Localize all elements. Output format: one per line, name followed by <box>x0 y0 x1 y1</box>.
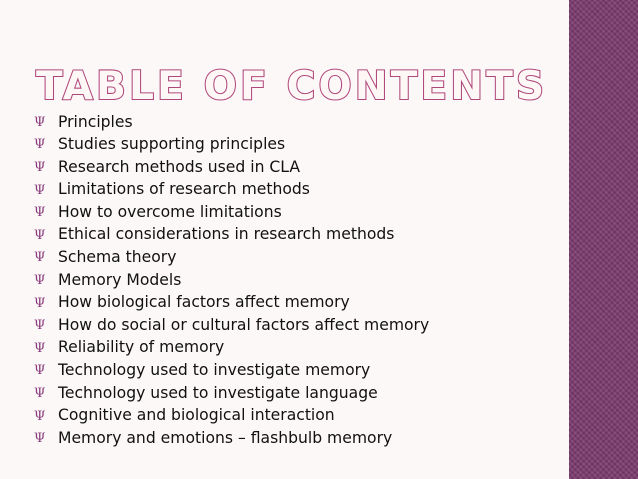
list-item-label: How to overcome limitations <box>58 202 282 221</box>
list-item-label: Reliability of memory <box>58 338 225 357</box>
list-item <box>34 134 564 157</box>
list-item <box>34 179 564 202</box>
list-item <box>34 405 564 428</box>
psi-bullet-icon: Ψ <box>34 385 46 401</box>
list-item-label: Technology used to investigate language <box>58 383 378 402</box>
list-item-label: Cognitive and biological interaction <box>58 406 335 425</box>
list-item <box>34 224 564 247</box>
list-item-label: How do social or cultural factors affect memory <box>58 315 430 334</box>
psi-bullet-icon: Ψ <box>34 431 46 447</box>
list-item <box>34 156 564 179</box>
psi-bullet-icon: Ψ <box>34 272 46 288</box>
list-item-label: Ethical considerations in research methods <box>58 225 395 244</box>
list-item-label: Technology used to investigate memory <box>58 361 371 380</box>
list-item <box>34 111 564 134</box>
psi-bullet-icon: Ψ <box>34 408 46 424</box>
psi-bullet-icon: Ψ <box>34 205 46 221</box>
psi-bullet-icon: Ψ <box>34 159 46 175</box>
slide-title-graphic <box>36 59 556 109</box>
list-item <box>34 427 564 450</box>
list-item-label: Memory Models <box>58 270 182 289</box>
psi-bullet-icon: Ψ <box>34 250 46 266</box>
psi-bullet-icon: Ψ <box>34 295 46 311</box>
list-item-label: Research methods used in CLA <box>58 157 301 176</box>
list-item <box>34 292 564 315</box>
list-item-label: Studies supporting principles <box>58 135 286 154</box>
psi-bullet-icon: Ψ <box>34 114 46 130</box>
list-item <box>34 201 564 224</box>
list-item <box>34 269 564 292</box>
psi-bullet-icon: Ψ <box>34 363 46 379</box>
psi-bullet-icon: Ψ <box>34 318 46 334</box>
list-item-label: Limitations of research methods <box>58 180 310 199</box>
psi-bullet-icon: Ψ <box>34 137 46 153</box>
table-of-contents-list <box>34 111 564 450</box>
slide-title-text: TABLE OF CONTENTS <box>36 64 548 109</box>
list-item-label: Principles <box>58 112 133 131</box>
list-item <box>34 360 564 383</box>
psi-bullet-icon: Ψ <box>34 182 46 198</box>
list-item-label: Memory and emotions – flashbulb memory <box>58 428 393 447</box>
psi-bullet-icon: Ψ <box>34 340 46 356</box>
psi-bullet-icon: Ψ <box>34 227 46 243</box>
list-item-label: How biological factors affect memory <box>58 293 350 312</box>
list-item <box>34 314 564 337</box>
list-item <box>34 247 564 270</box>
slide-title <box>36 59 556 109</box>
list-item-label: Schema theory <box>58 248 177 267</box>
decorative-side-band <box>569 0 638 479</box>
list-item <box>34 382 564 405</box>
list-item <box>34 337 564 360</box>
